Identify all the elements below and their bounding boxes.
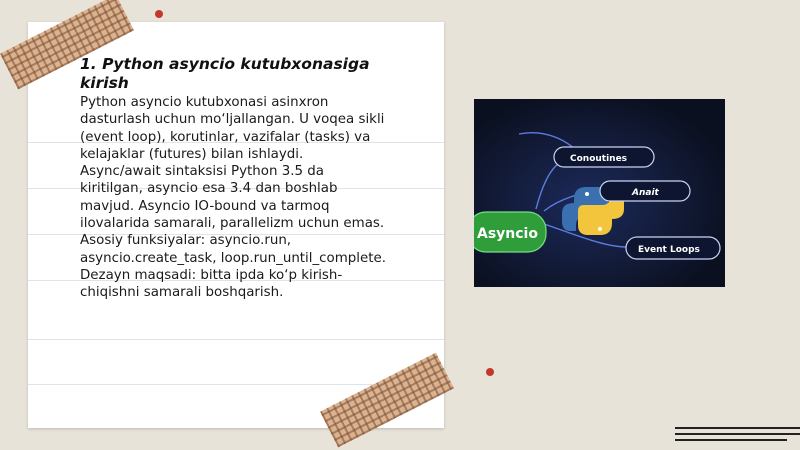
pin-icon	[486, 368, 494, 376]
body-line: mavjud. Asyncio IO-bound va tarmoq	[80, 198, 330, 214]
body-line: kelajaklar (futures) bilan ishlaydi.	[80, 146, 304, 162]
decorative-line	[675, 439, 787, 441]
note-paper	[28, 22, 444, 428]
pin-icon	[155, 10, 163, 18]
ruled-line	[28, 339, 444, 340]
slide-title: 1. Python asyncio kutubxonasiga kirish	[80, 55, 370, 92]
asyncio-node-label: Asyncio	[477, 226, 538, 242]
asyncio-illustration	[474, 99, 725, 287]
node-coroutines-label: Conoutines	[570, 154, 628, 164]
body-line: Python asyncio kutubxonasi asinxron	[80, 95, 329, 110]
body-line: asyncio.create_task, loop.run_until_complete.	[80, 250, 386, 266]
slide-body	[80, 94, 438, 302]
body-line: Dezayn maqsadi: bitta ipda ko‘p kirish-	[80, 267, 343, 283]
decorative-line	[675, 433, 800, 435]
asyncio-diagram	[474, 99, 725, 287]
body-line: Async/await sintaksisi Python 3.5 da	[80, 164, 324, 180]
node-await-label: Anait	[632, 188, 659, 198]
body-line: kiritilgan, asyncio esa 3.4 dan boshlab	[80, 181, 338, 197]
body-line: ilovalarida samarali, parallelizm uchun emas.	[80, 216, 385, 232]
body-line: Asosiy funksiyalar: asyncio.run,	[80, 233, 292, 249]
node-event-loops-label: Event Loops	[638, 245, 700, 255]
body-line: dasturlash uchun mo‘ljallangan. U voqea sikli	[80, 112, 385, 128]
body-line: chiqishni samarali boshqarish.	[80, 285, 284, 301]
decorative-line	[675, 427, 800, 429]
body-line: (event loop), korutinlar, vazifalar (tasks) va	[80, 129, 371, 145]
